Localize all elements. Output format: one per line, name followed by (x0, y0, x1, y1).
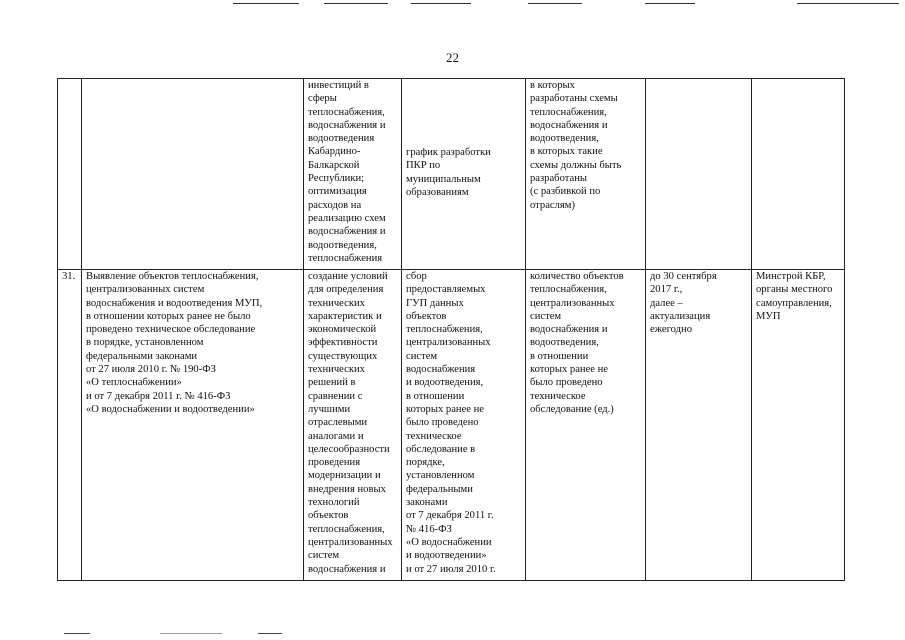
cell-line: Балкарской (308, 159, 360, 171)
cell-line: установленном (406, 470, 475, 482)
cell-line: реализацию схем (308, 212, 386, 224)
cell-line: теплоснабжения, (530, 284, 607, 296)
cell-line: систем (406, 350, 438, 362)
cell-line: целесообразности (308, 443, 390, 455)
cell-line: в которых (530, 80, 575, 91)
cell-line: эффективности (308, 337, 378, 349)
cell-indicator (526, 270, 646, 581)
row-number: 31. (62, 271, 76, 282)
cell-line: централизованных (530, 297, 615, 309)
cell-line: водоснабжения и (308, 119, 386, 131)
cell-line: отраслевыми (308, 417, 368, 429)
cell-line: от 7 декабря 2011 г. (406, 510, 494, 522)
cell-line: Выявление объектов теплоснабжения, (86, 271, 259, 282)
cell-line: проведения (308, 457, 361, 469)
cell-line: обследование (ед.) (530, 403, 614, 415)
cell-line: теплоснабжения, (530, 106, 607, 118)
cell-line: далее – (650, 297, 683, 309)
cell-line: разработаны (530, 173, 587, 185)
cell-line: водоотведения, (530, 133, 599, 145)
cell-line: технических (308, 364, 365, 376)
cell-line: водоснабжения и водоотведения МУП, (86, 297, 263, 309)
cell-task (82, 79, 304, 270)
header-rule-5 (645, 3, 695, 4)
cell-deadline (646, 79, 752, 270)
cell-line: объектов (406, 310, 447, 322)
cell-measures (304, 79, 402, 270)
cell-line: централизованных (308, 536, 393, 548)
cell-line: экономической (308, 324, 377, 336)
cell-line: водоснабжения и (530, 324, 608, 336)
cell-line: внедрения новых (308, 483, 386, 495)
cell-line: которых ранее не (530, 364, 609, 376)
cell-line: график разработки (406, 147, 491, 158)
cell-line: актуализация (650, 310, 711, 322)
cell-line: расходов на (308, 199, 362, 211)
header-rule-2 (324, 3, 388, 4)
cell-line: законами (406, 497, 448, 509)
cell-line: технологий (308, 497, 360, 509)
cell-line: централизованных систем (86, 284, 205, 296)
cell-line: оптимизация (308, 186, 367, 198)
cell-line: до 30 сентября (650, 271, 717, 282)
cell-line: водоотведения (308, 133, 375, 145)
cell-line: в отношении которых ранее не было (86, 310, 251, 322)
cell-line: схемы должны быть (530, 159, 622, 171)
cell-result (402, 270, 526, 581)
cell-line: проведено техническое обследование (86, 324, 256, 336)
cell-line: теплоснабжения (308, 252, 383, 264)
table-row-31 (58, 270, 845, 581)
cell-line: сбор (406, 271, 427, 282)
cell-line: технических (308, 297, 365, 309)
cell-line: создание условий (308, 271, 388, 282)
footer-rule-2 (160, 633, 222, 634)
cell-line: и от 27 июля 2010 г. (406, 563, 496, 575)
cell-line: МУП (756, 310, 781, 322)
cell-line: теплоснабжения, (308, 523, 385, 535)
cell-line: ПКР по (406, 160, 441, 172)
cell-line: и водоотведения, (406, 377, 484, 389)
cell-line: (с разбивкой по (530, 186, 601, 198)
cell-line: теплоснабжения, (406, 324, 483, 336)
cell-num (58, 270, 82, 581)
cell-line: теплоснабжения, (308, 106, 385, 118)
cell-line: было проведено (530, 377, 603, 389)
header-rule-1 (233, 3, 299, 4)
cell-line: № 416-ФЗ (406, 523, 452, 535)
cell-line: органы местного (756, 284, 833, 296)
cell-line: для определения (308, 284, 384, 296)
cell-measures (304, 270, 402, 581)
cell-task (82, 270, 304, 581)
cell-line: решений в (308, 377, 356, 389)
cell-line: аналогами и (308, 430, 364, 442)
page-number: 22 (446, 50, 459, 65)
cell-line: водоотведения, (308, 239, 377, 251)
cell-line: ежегодно (650, 324, 693, 336)
cell-line: централизованных (406, 337, 491, 349)
cell-line: объектов (308, 510, 349, 522)
cell-line: инвестиций в (308, 80, 369, 91)
cell-line: водоотведения, (530, 337, 599, 349)
cell-line: в которых такие (530, 146, 603, 158)
cell-line: техническое (530, 390, 586, 402)
header-rule-3 (411, 3, 471, 4)
cell-line: сравнении с (308, 390, 363, 402)
cell-line: предоставляемых (406, 284, 486, 296)
cell-line: существующих (308, 350, 378, 362)
header-rule-6 (797, 3, 899, 4)
cell-line: «О водоснабжении и водоотведении» (86, 403, 255, 415)
cell-line: разработаны схемы (530, 93, 618, 105)
cell-line: порядке, (406, 457, 445, 469)
cell-line: водоснабжения (406, 364, 476, 376)
cell-line: отраслям) (530, 199, 576, 211)
cell-line: Республики; (308, 173, 365, 185)
cell-line: было проведено (406, 417, 479, 429)
cell-line: самоуправления, (756, 297, 832, 309)
header-rule-4 (528, 3, 582, 4)
cell-responsible (752, 270, 845, 581)
cell-line: муниципальным (406, 173, 481, 185)
cell-line: систем (530, 310, 562, 322)
cell-indicator (526, 79, 646, 270)
cell-line: федеральными (406, 483, 473, 495)
footer-rule-3 (258, 633, 282, 634)
cell-line: которых ранее не (406, 403, 485, 415)
cell-line: водоснабжения и (308, 563, 386, 575)
cell-line: обследование в (406, 443, 476, 455)
measures-table (57, 78, 845, 581)
cell-line: и водоотведении» (406, 550, 487, 562)
cell-line: 2017 г., (650, 284, 683, 296)
cell-deadline (646, 270, 752, 581)
cell-line: в отношении (406, 390, 465, 402)
cell-line: образованиям (406, 186, 469, 198)
cell-line: федеральными законами (86, 350, 198, 362)
cell-line: техническое (406, 430, 462, 442)
cell-line: от 27 июля 2010 г. № 190-ФЗ (86, 364, 216, 376)
cell-line: ГУП данных (406, 297, 464, 309)
cell-responsible (752, 79, 845, 270)
cell-line: и от 7 декабря 2011 г. № 416-ФЗ (86, 390, 231, 402)
cell-line: Кабардино- (308, 146, 361, 158)
cell-line: в порядке, установленном (86, 337, 204, 349)
cell-line: систем (308, 550, 340, 562)
cell-result (402, 79, 526, 270)
cell-line: количество объектов (530, 271, 624, 282)
cell-line: модернизации и (308, 470, 381, 482)
cell-line: характеристик и (308, 310, 382, 322)
cell-num (58, 79, 82, 270)
footer-rule-1 (64, 633, 90, 634)
cell-line: водоснабжения и (308, 226, 386, 238)
table-row-continuation (58, 79, 845, 270)
cell-line: Минстрой КБР, (756, 271, 826, 282)
cell-line: сферы (308, 93, 337, 105)
cell-line: в отношении (530, 350, 589, 362)
cell-line: «О теплоснабжении» (86, 377, 182, 389)
cell-line: «О водоснабжении (406, 536, 492, 548)
cell-line: водоснабжения и (530, 119, 608, 131)
cell-line: лучшими (308, 403, 351, 415)
